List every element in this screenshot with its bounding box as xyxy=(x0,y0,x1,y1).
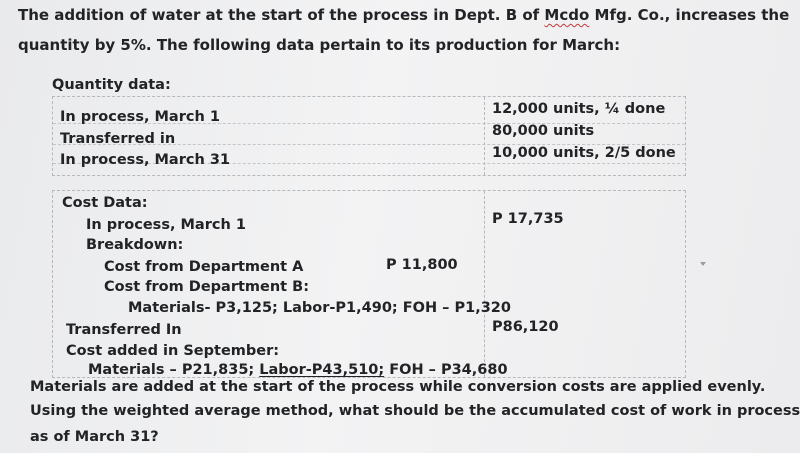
quantity-row-value: 12,000 units, ¼ done xyxy=(492,101,666,117)
breakdown-label: Breakdown: xyxy=(86,237,184,253)
added-materials-text: Materials – P21,835; xyxy=(88,362,260,378)
dept-b-cost-detail: Materials- P3,125; Labor-P1,490; FOH – P1,320 xyxy=(128,300,511,316)
quantity-row-label: In process, March 1 xyxy=(60,109,220,125)
question-line-2: Using the weighted average method, what should be the accumulated cost of work in process xyxy=(30,403,800,419)
cost-added-detail xyxy=(88,361,508,379)
problem-intro-line-1 xyxy=(18,6,789,24)
quantity-row-label: Transferred in xyxy=(60,131,176,147)
question-line-3: as of March 31? xyxy=(30,429,159,445)
problem-intro-line-2: quantity by 5%. The following data pertain to its production for March: xyxy=(18,36,621,54)
table-column-divider xyxy=(484,191,485,377)
in-process-value: P 17,735 xyxy=(492,211,564,227)
dept-a-cost-value: P 11,800 xyxy=(386,257,458,273)
transferred-in-label: Transferred In xyxy=(66,322,182,338)
scroll-indicator-icon xyxy=(700,262,706,266)
added-foh-text: FOH – P34,680 xyxy=(384,362,508,378)
transferred-in-value: P86,120 xyxy=(492,319,559,335)
intro-text-after: Mfg. Co., increases the xyxy=(589,6,790,24)
question-line-1: Materials are added at the start of the process while conversion costs are applied evenly. xyxy=(30,379,766,395)
dept-a-cost-label: Cost from Department A xyxy=(104,259,304,275)
dept-b-cost-label: Cost from Department B: xyxy=(104,279,310,295)
intro-text-before: The addition of water at the start of the process in Dept. B of xyxy=(18,6,545,24)
cost-data-heading: Cost Data: xyxy=(62,195,148,211)
table-column-divider xyxy=(484,97,485,175)
company-name: Mcdo xyxy=(544,6,590,24)
quantity-data-heading: Quantity data: xyxy=(52,77,171,93)
quantity-row-value: 10,000 units, 2/5 done xyxy=(492,145,676,161)
in-process-label: In process, March 1 xyxy=(86,217,246,233)
quantity-row-label: In process, March 31 xyxy=(60,152,231,168)
cost-added-label: Cost added in September: xyxy=(66,343,280,359)
added-labor-text: Labor-P43,510; xyxy=(259,362,385,378)
quantity-row-value: 80,000 units xyxy=(492,123,595,139)
